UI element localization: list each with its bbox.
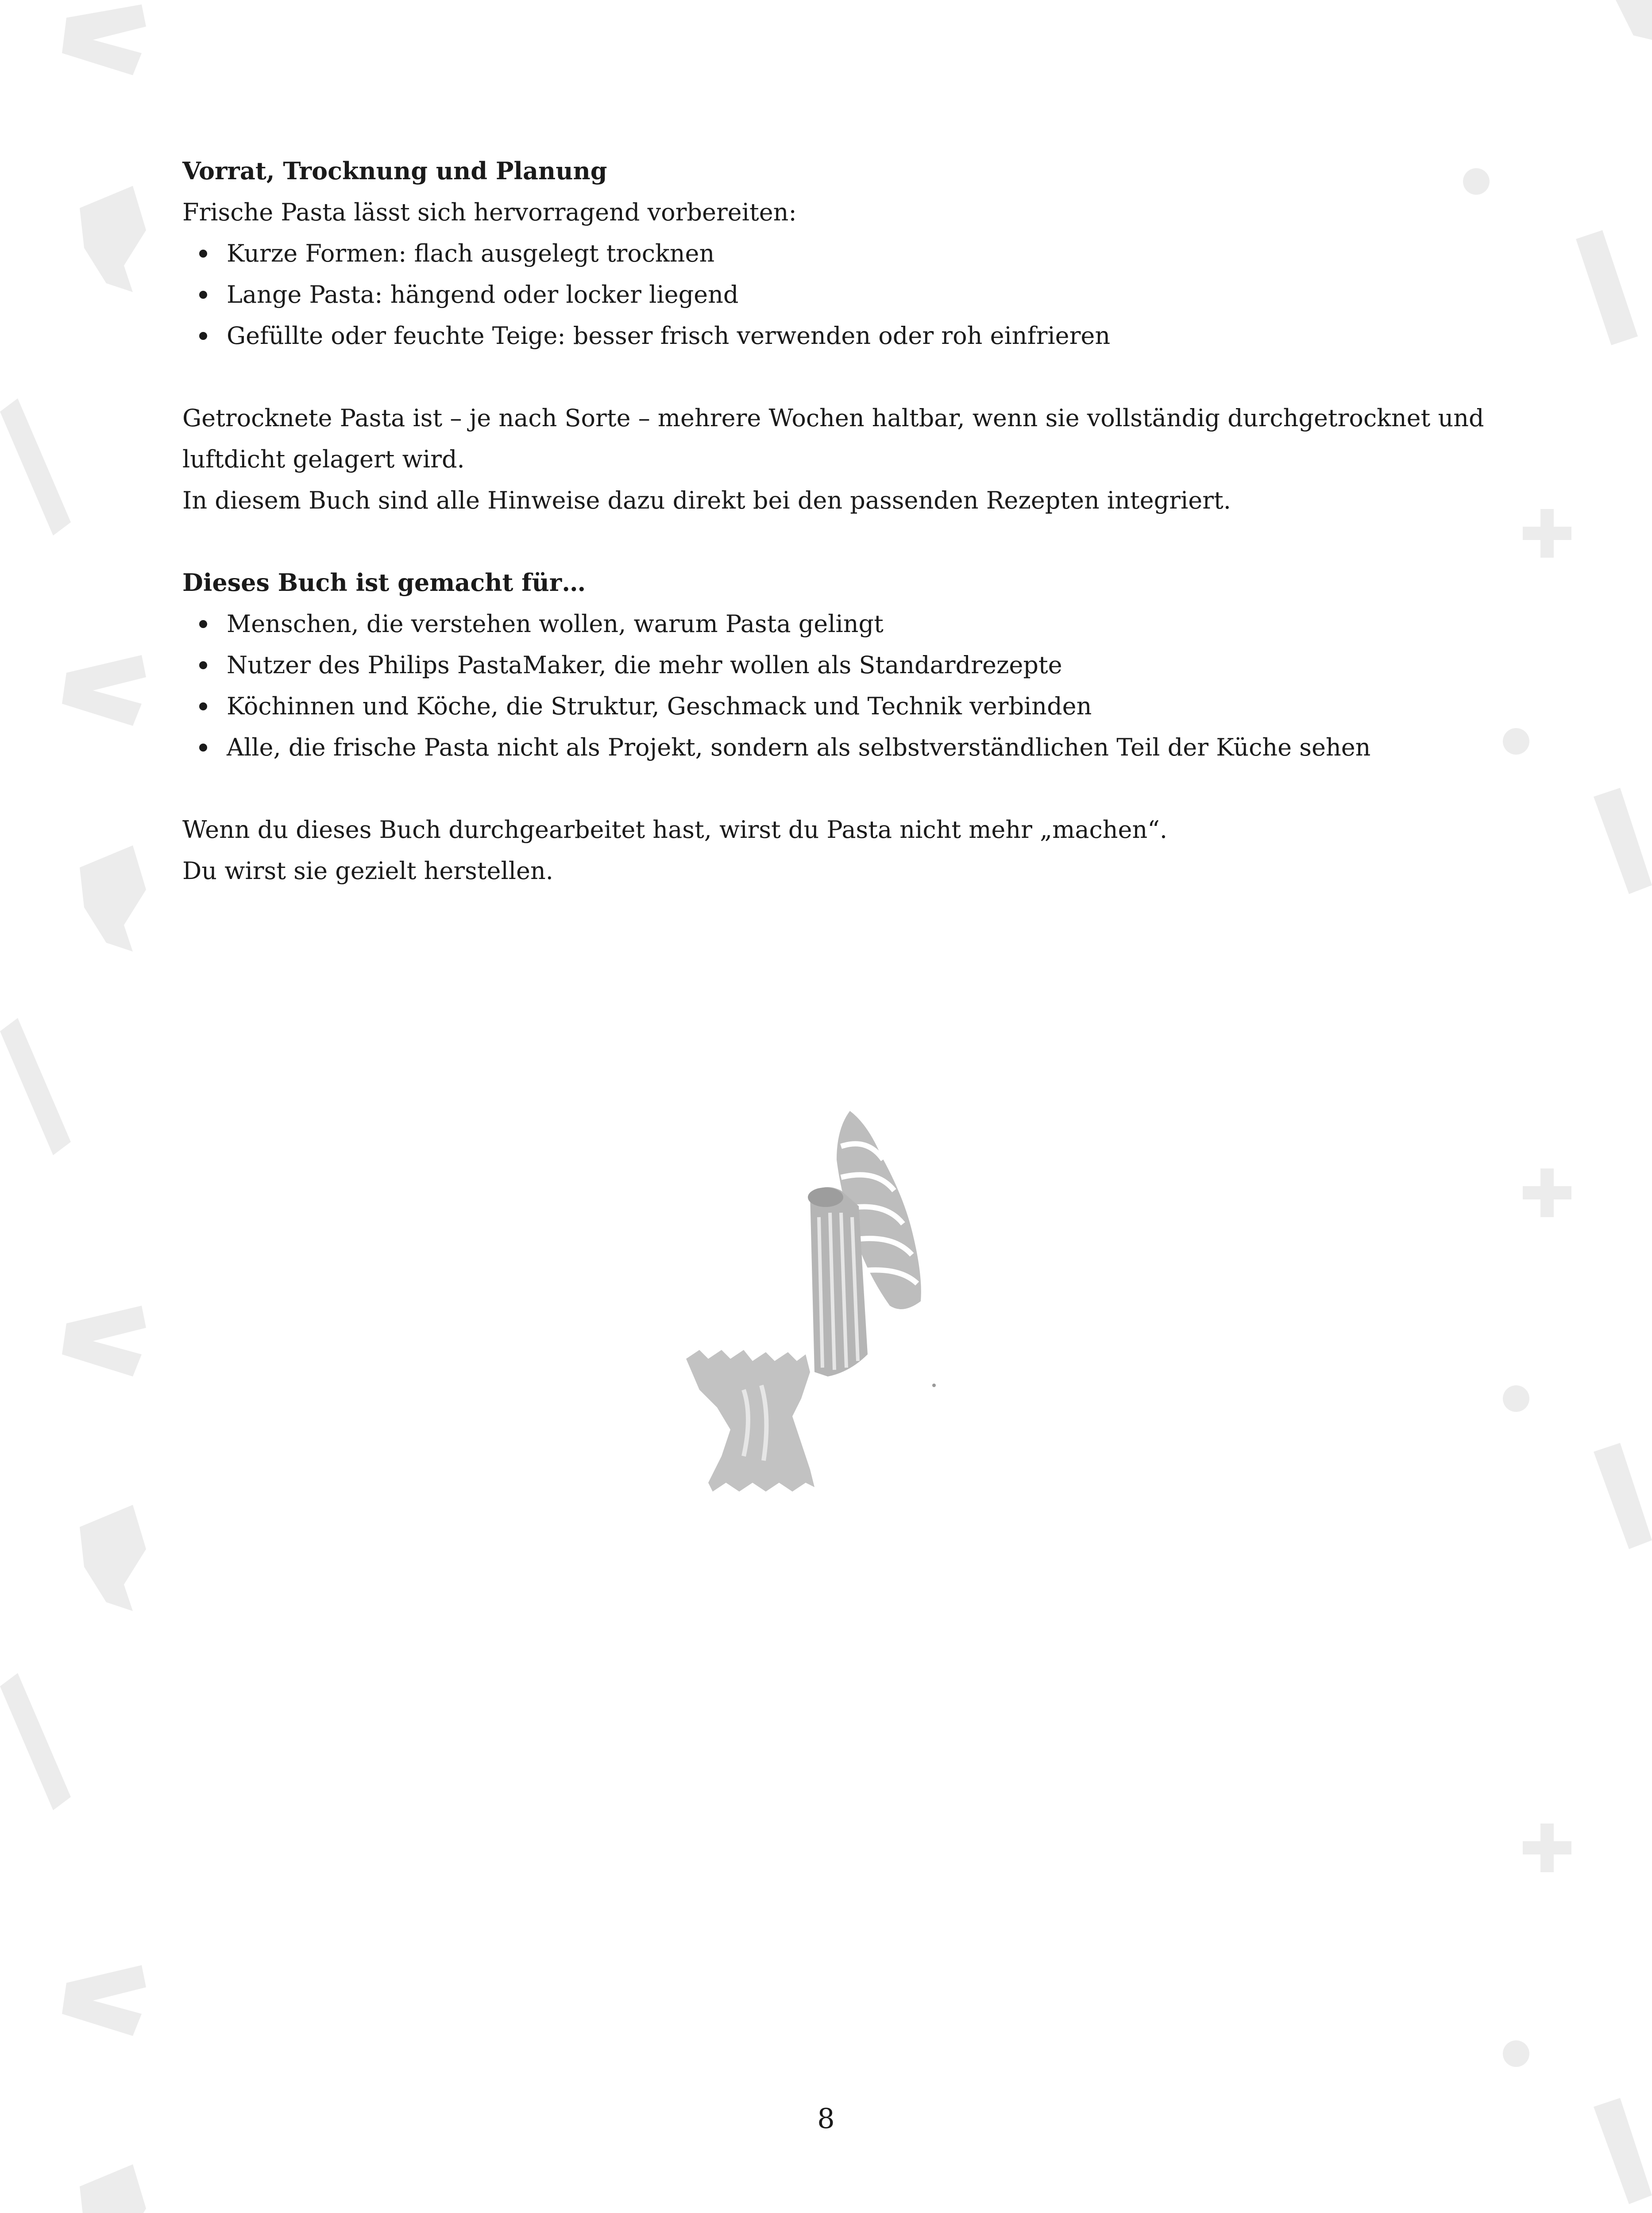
paragraph-line: In diesem Buch sind alle Hinweise dazu direkt bei den passenden Rezepten integriert. (182, 486, 1231, 514)
farfalle-icon (686, 1350, 814, 1492)
pasta-pattern-icon (62, 4, 146, 75)
section-heading-storage: Vorrat, Trocknung und Planung (182, 157, 607, 185)
pasta-pattern-icon (1594, 788, 1652, 894)
page-number: 8 (817, 2102, 835, 2135)
spacer (182, 521, 1493, 562)
pasta-pattern-icon (1503, 2040, 1529, 2067)
storage-list (182, 233, 1493, 356)
penne-icon (808, 1187, 868, 1376)
pasta-pattern-icon (1523, 1168, 1571, 1217)
list-item: Lange Pasta: hängend oder locker liegend (227, 274, 1493, 315)
pasta-pattern-icon (80, 1505, 146, 1611)
pasta-pattern-icon (1594, 1443, 1652, 1549)
list-item: Kurze Formen: flach ausgelegt trocknen (227, 233, 1493, 274)
pasta-pattern-icon (1523, 509, 1571, 558)
section-heading-audience: Dieses Buch ist gemacht für… (182, 568, 586, 597)
pasta-pattern-icon (1503, 1385, 1529, 1412)
pasta-pattern-icon (80, 186, 146, 292)
pasta-pattern-icon (1523, 1824, 1571, 1872)
paragraph-line: luftdicht gelagert wird. (182, 445, 465, 473)
paragraph-line: Getrocknete Pasta ist – je nach Sorte – mehrere Wochen haltbar, wenn sie vollständig durchgetrocknet und (182, 404, 1484, 432)
list-item: Alle, die frische Pasta nicht als Projekt, sondern als selbstverständlichen Teil der Küche sehen (227, 727, 1493, 768)
pasta-illustration-icon (682, 1106, 992, 1527)
pasta-pattern-icon (62, 1965, 146, 2036)
spacer (182, 768, 1493, 809)
page-content (182, 150, 1493, 891)
list-item: Köchinnen und Köche, die Struktur, Geschmack und Technik verbinden (227, 686, 1493, 727)
pasta-pattern-icon (0, 1018, 71, 1155)
pasta-pattern-icon (80, 2164, 146, 2213)
closing-line: Du wirst sie gezielt herstellen. (182, 857, 553, 885)
pasta-pattern-icon (1616, 0, 1652, 40)
pasta-pattern-icon (1503, 728, 1529, 755)
pasta-pattern-icon (80, 845, 146, 952)
audience-list (182, 603, 1493, 768)
pasta-pattern-icon (62, 1306, 146, 1376)
spacer (182, 356, 1493, 397)
closing-line: Wenn du dieses Buch durchgearbeitet hast, wirst du Pasta nicht mehr „machen“. (182, 816, 1168, 844)
list-item: Gefüllte oder feuchte Teige: besser frisch verwenden oder roh einfrieren (227, 315, 1493, 356)
list-item: Nutzer des Philips PastaMaker, die mehr wollen als Standardrezepte (227, 644, 1493, 686)
section-intro: Frische Pasta lässt sich hervorragend vorbereiten: (182, 198, 797, 226)
pasta-pattern-icon (1576, 230, 1638, 345)
pasta-pattern-icon (0, 398, 71, 536)
list-item: Menschen, die verstehen wollen, warum Pasta gelingt (227, 603, 1493, 644)
pasta-pattern-icon (0, 1673, 71, 1810)
pasta-pattern-icon (62, 655, 146, 726)
